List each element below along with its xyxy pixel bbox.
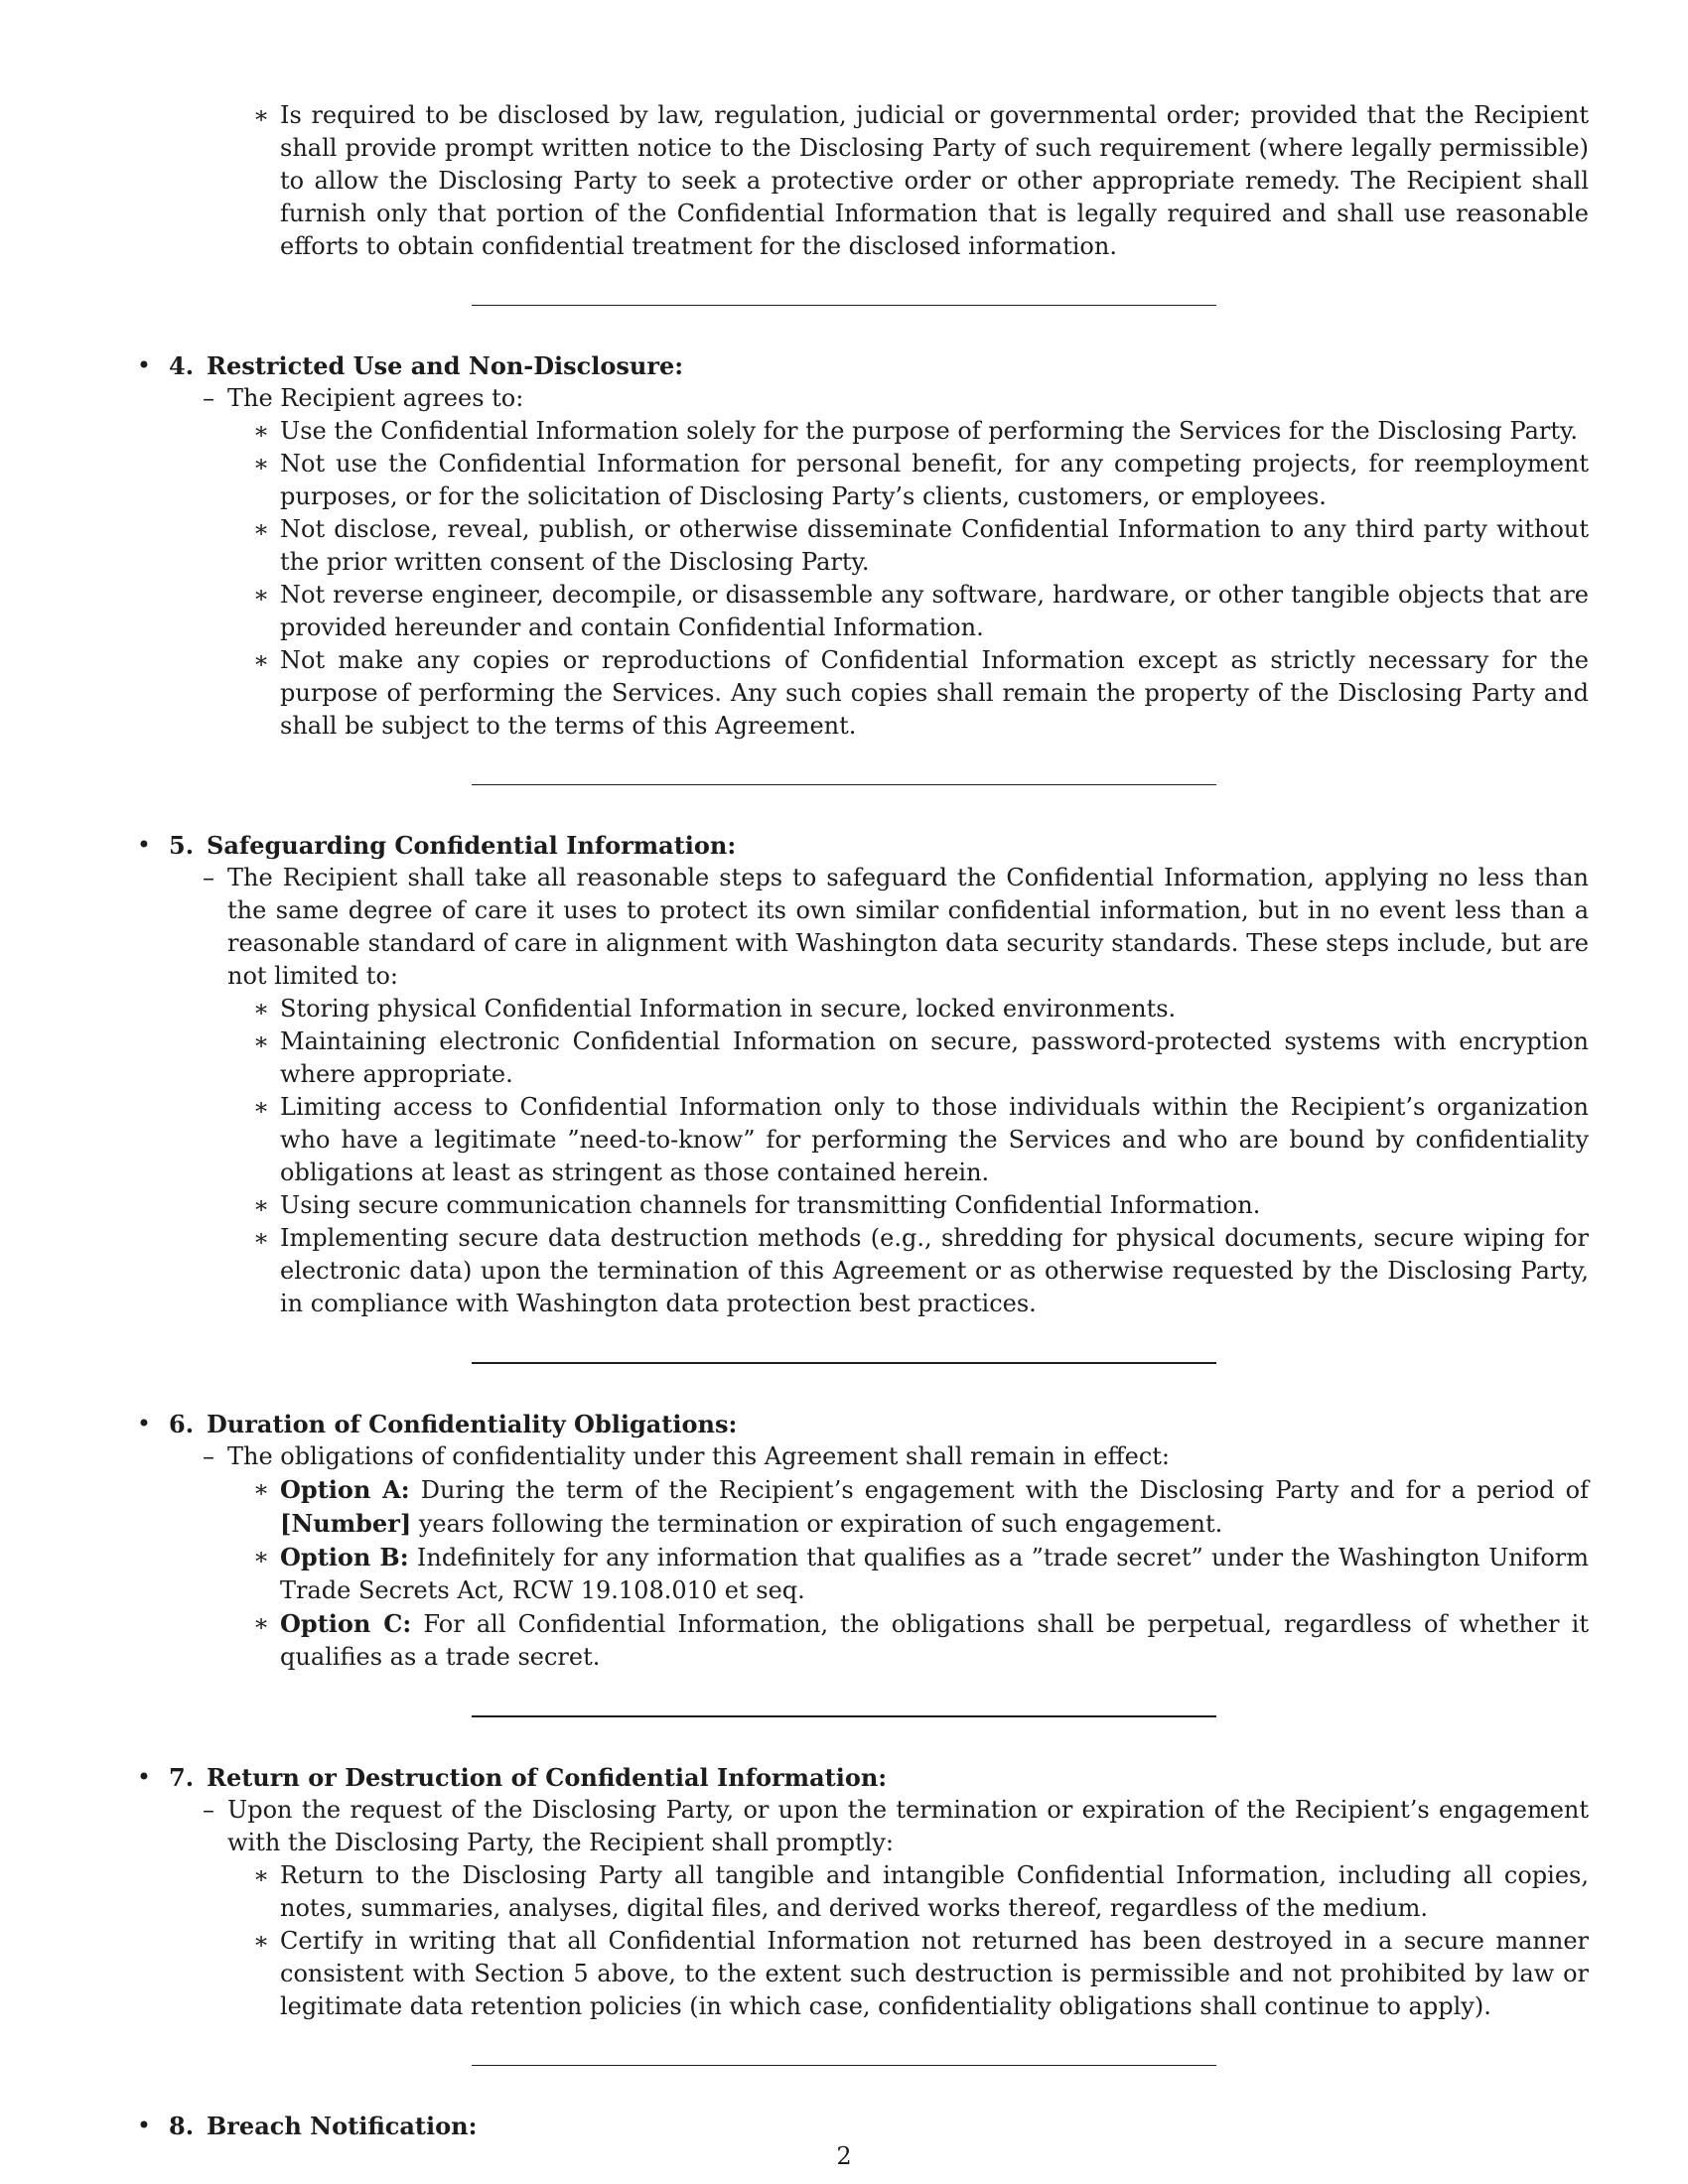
dash-marker: – (203, 384, 214, 412)
number-placeholder: [Number] (280, 1509, 412, 1538)
option-label: Option A: (280, 1475, 410, 1504)
sub-bullet-marker: ∗ (252, 1609, 270, 1637)
sub-bullet-marker: ∗ (252, 1027, 270, 1055)
section-title: Duration of Confidentiality Obligations: (207, 1410, 738, 1438)
lead-text: The Recipient shall take all reasonable steps to safeguard the Confidential Information, applying no less than the same degree of care it uses to protect its own similar confidential information, but in no event less than a reasonable standard of care in alignment with Washington data security standards. These steps include, but are not limited to: (227, 864, 1589, 990)
bullet-marker: • (136, 1763, 152, 1791)
document-body (134, 99, 1589, 2142)
list-item (134, 1091, 1589, 1189)
bullet-marker: • (136, 351, 152, 379)
bullet-marker: • (136, 2112, 152, 2139)
list-item (134, 1222, 1589, 1320)
section-number: 5. (169, 831, 195, 860)
section-lead (134, 382, 1589, 415)
continuation-item (134, 99, 1589, 263)
option-item (134, 1607, 1589, 1674)
dash-marker: – (203, 1796, 214, 1824)
section-5 (134, 829, 1589, 1320)
lead-text: The obligations of confidentiality under this Agreement shall remain in effect: (227, 1442, 1170, 1470)
option-text: During the term of the Recipient’s engagement with the Disclosing Party and for a period of (420, 1476, 1589, 1504)
dash-marker: – (203, 1442, 214, 1470)
section-number: 7. (169, 1763, 195, 1792)
list-item (134, 448, 1589, 513)
list-item (134, 1925, 1589, 2023)
section-divider (472, 784, 1216, 785)
list-item (134, 513, 1589, 579)
list-item (134, 1859, 1589, 1925)
list-item-text: Implementing secure data destruction methods (e.g., shredding for physical documents, secure wiping for electronic data) upon the termination of this Agreement or as otherwise requested by the Disclosing Party, in compliance with Washington data protection best practices. (280, 1224, 1589, 1317)
list-item (134, 1189, 1589, 1222)
sub-bullet-marker: ∗ (252, 1224, 270, 1252)
bullet-marker: • (136, 831, 152, 859)
section-title: Breach Notification: (207, 2112, 478, 2140)
dash-marker: – (203, 864, 214, 891)
list-item-text: Use the Confidential Information solely for the purpose of performing the Services for the Disclosing Party. (280, 417, 1579, 445)
option-item (134, 1541, 1589, 1607)
list-item-text: Maintaining electronic Confidential Information on secure, password-protected systems with encryption where appropriate. (280, 1027, 1589, 1088)
list-item-text: Not disclose, reveal, publish, or otherwise disseminate Confidential Information to any third party without the prior written consent of the Disclosing Party. (280, 515, 1589, 576)
section-lead (134, 1440, 1589, 1473)
section-6 (134, 1408, 1589, 1674)
sub-bullet-marker: ∗ (252, 417, 270, 445)
lead-text: The Recipient agrees to: (227, 384, 524, 412)
section-4 (134, 349, 1589, 743)
lead-text: Upon the request of the Disclosing Party, or upon the termination or expiration of the Recipient’s engagement with the Disclosing Party, the Recipient shall promptly: (227, 1796, 1589, 1856)
section-divider (472, 1715, 1216, 1717)
section-title: Return or Destruction of Confidential Information: (207, 1763, 888, 1792)
section-number: 6. (169, 1410, 195, 1438)
section-heading (134, 1761, 1589, 1794)
option-label: Option B: (280, 1543, 409, 1571)
list-item (134, 993, 1589, 1025)
list-item (134, 1025, 1589, 1091)
list-item (134, 579, 1589, 644)
option-label: Option C: (280, 1609, 412, 1638)
sub-bullet-marker: ∗ (252, 581, 270, 609)
sub-bullet-marker: ∗ (252, 1093, 270, 1121)
section-7 (134, 1761, 1589, 2023)
sub-bullet-marker: ∗ (252, 995, 270, 1023)
option-text: For all Confidential Information, the obligations shall be perpetual, regardless of whether it qualifies as a trade secret. (280, 1610, 1589, 1671)
list-item-text: Using secure communication channels for transmitting Confidential Information. (280, 1191, 1261, 1219)
option-item (134, 1473, 1589, 1541)
option-text-cont: years following the termination or expiration of such engagement. (411, 1510, 1223, 1538)
section-heading (134, 829, 1589, 862)
sub-bullet-marker: ∗ (252, 1927, 270, 1955)
sub-bullet-marker: ∗ (252, 515, 270, 543)
list-item-text: Limiting access to Confidential Information only to those individuals within the Recipient’s organization who have a legitimate ”need-to-know” for performing the Services and who are bound by confidentiality obligations at least as stringent as those contained herein. (280, 1093, 1589, 1186)
list-item-text: Not reverse engineer, decompile, or disassemble any software, hardware, or other tangible objects that are provided hereunder and contain Confidential Information. (280, 581, 1589, 641)
section-heading (134, 349, 1589, 382)
section-heading (134, 1408, 1589, 1440)
list-item-text: Storing physical Confidential Information in secure, locked environments. (280, 995, 1177, 1023)
option-text: Indefinitely for any information that qualifies as a ”trade secret” under the Washington Uniform Trade Secrets Act, RCW 19.108.010 et seq. (280, 1544, 1589, 1604)
section-title: Safeguarding Confidential Information: (207, 831, 737, 860)
section-number: 8. (169, 2112, 195, 2140)
sub-bullet-marker: ∗ (252, 101, 270, 129)
page-number: 2 (836, 2142, 852, 2170)
sub-bullet-marker: ∗ (252, 646, 270, 674)
list-item-text: Return to the Disclosing Party all tangible and intangible Confidential Information, including all copies, notes, summaries, analyses, digital files, and derived works thereof, regardless of the medium. (280, 1861, 1589, 1922)
bullet-marker: • (136, 1410, 152, 1437)
sub-bullet-marker: ∗ (252, 1475, 270, 1503)
section-divider (472, 305, 1216, 306)
list-item (134, 415, 1589, 448)
list-item-text: Not use the Confidential Information for personal benefit, for any competing projects, for reemployment purposes, or for the solicitation of Disclosing Party’s clients, customers, or employees. (280, 450, 1589, 510)
sub-bullet-marker: ∗ (252, 450, 270, 478)
sub-bullet-marker: ∗ (252, 1543, 270, 1570)
section-number: 4. (169, 351, 195, 380)
section-heading (134, 2110, 1589, 2142)
sub-bullet-marker: ∗ (252, 1861, 270, 1889)
section-8 (134, 2110, 1589, 2142)
list-item-text: Not make any copies or reproductions of Confidential Information except as strictly necessary for the purpose of performing the Services. Any such copies shall remain the property of the Disclosing Party and shall be subject to the terms of this Agreement. (280, 646, 1589, 740)
section-divider (472, 1362, 1216, 1364)
list-item-text: Certify in writing that all Confidential Information not returned has been destroyed in a secure manner consistent with Section 5 above, to the extent such destruction is permissible and not prohibited by law or legitimate data retention policies (in which case, confidentiality obligations shall continue to apply). (280, 1927, 1589, 2020)
sub-bullet-marker: ∗ (252, 1191, 270, 1219)
section-lead (134, 862, 1589, 993)
section-lead (134, 1794, 1589, 1859)
section-title: Restricted Use and Non-Disclosure: (207, 351, 684, 380)
list-item (134, 644, 1589, 743)
continuation-text: Is required to be disclosed by law, regulation, judicial or governmental order; provided that the Recipient shall provide prompt written notice to the Disclosing Party of such requirement (where legally permissible) to allow the Disclosing Party to seek a protective order or other appropriate remedy. The Recipient shall furnish only that portion of the Confidential Information that is legally required and shall use reasonable efforts to obtain confidential treatment for the disclosed information. (280, 101, 1589, 260)
section-divider (472, 2065, 1216, 2066)
